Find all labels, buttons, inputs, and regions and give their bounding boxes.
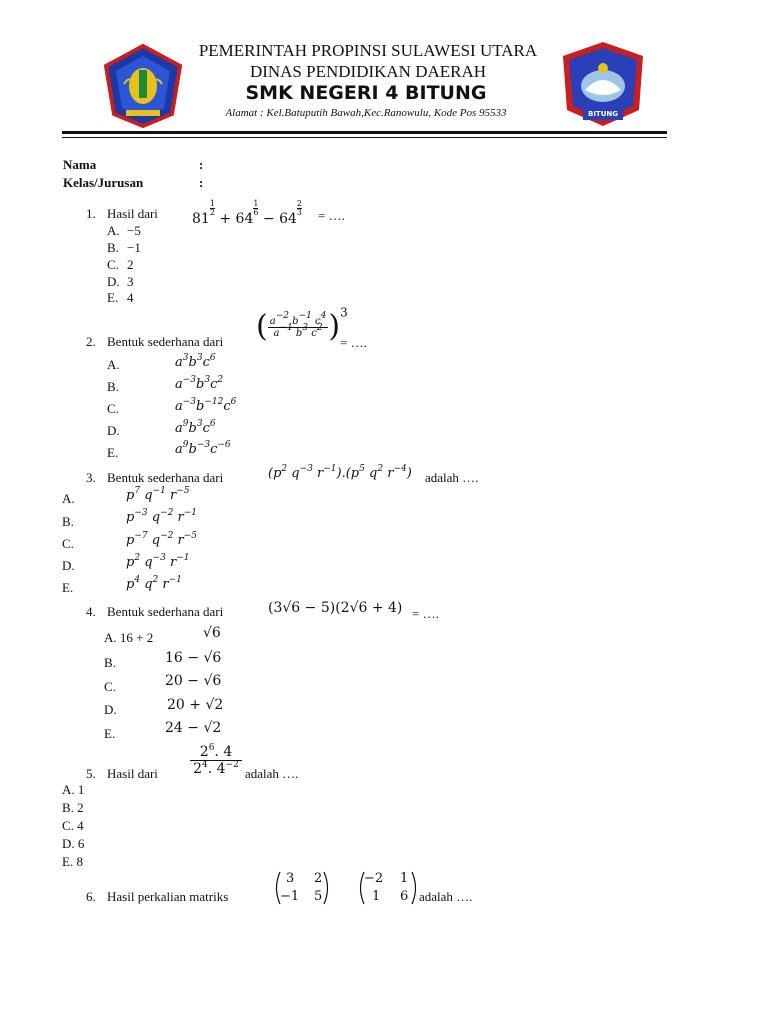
q4-option-b-label: B.: [104, 655, 116, 670]
q2-option-c-expr: $a^{-3}b^{-12}c^6$: [175, 397, 237, 414]
q4-option-e-label: E.: [104, 726, 116, 741]
q6-m2-c: 1: [372, 889, 381, 904]
q2-option-a-expr: $a^3b^3c^6$: [175, 353, 216, 370]
q1-option-e-label: E.: [107, 290, 119, 305]
school-name: SMK NEGERI 4 BITUNG: [245, 82, 487, 104]
q2-option-e-expr: $a^9b^{-3}c^{-6}$: [175, 440, 231, 457]
q3-expression: ($p^2$ $q^{-3}$ $r^{-1}).(p^5$ $q^2$ $r^{-4}$): [268, 464, 412, 481]
q3-option-b-label: B.: [62, 514, 74, 529]
q2-number: 2.: [86, 334, 96, 349]
q3-option-a-label: A.: [62, 491, 75, 506]
school-address: Alamat : Kel.Batuputih Bawah,Kec.Ranowulu, Kode Pos 95533: [225, 107, 507, 119]
q2-option-d-label: D.: [107, 423, 120, 438]
q4-text: Bentuk sederhana dari: [107, 604, 224, 619]
kelas-label: Kelas/Jurusan: [63, 175, 144, 190]
q3-number: 3.: [86, 470, 96, 485]
q4-option-c-label: C.: [104, 679, 116, 694]
q6-m2-b: 1: [400, 871, 409, 886]
q1-option-b-value: −1: [127, 240, 141, 255]
q1-option-a-label: A.: [107, 223, 120, 238]
q6-text: Hasil perkalian matriks: [107, 889, 229, 904]
q1-option-c-value: 2: [127, 257, 134, 272]
q1-option-c-label: C.: [107, 257, 119, 272]
q6-m1-a: 3: [286, 871, 295, 886]
header-line-1: PEMERINTAH PROPINSI SULAWESI UTARA: [198, 41, 538, 60]
q5-option-a: A. 1: [62, 782, 85, 797]
q3-option-b-expr: $p^{-3}$ $q^{-2}$ $r^{-1}$: [126, 508, 197, 525]
right-logo-label: BITUNG: [587, 110, 618, 118]
q3-option-c-label: C.: [62, 536, 74, 551]
q4-option-b-expr: 16 − √6: [165, 650, 222, 666]
q6-matrix-2: [356, 870, 416, 906]
header-divider-thin: [62, 137, 667, 138]
q2-expression: ( $\frac{a^{-2} b^{-1} c^4}{a^{-1} b^3 c^2}$ )$^3$: [256, 305, 348, 344]
q4-option-c-expr: 20 − √6: [165, 673, 222, 689]
q5-text: Hasil dari: [107, 766, 158, 781]
q2-option-b-expr: $a^{-3}b^3c^2$: [175, 375, 224, 392]
nama-colon: :: [199, 157, 204, 172]
q3-option-d-label: D.: [62, 558, 75, 573]
q4-tail: = ….: [412, 606, 439, 621]
q5-option-e: E. 8: [62, 854, 83, 869]
q4-expression: (3√6 − 5)(2√6 + 4): [268, 600, 403, 616]
q1-text: Hasil dari: [107, 206, 158, 221]
q4-option-d-label: D.: [104, 702, 117, 717]
q4-option-a-label: A. 16 + 2: [104, 630, 154, 645]
q2-tail: = ….: [340, 335, 367, 350]
q1-option-d-value: 3: [127, 274, 134, 289]
q3-option-a-expr: $p^7$ $q^{-1}$ $r^{-5}$: [126, 486, 190, 503]
q3-option-e-expr: $p^4$ $q^2$ $r^{-1}$: [126, 575, 182, 592]
q1-expression: 81 $\frac{1}{2} + 64$ $\frac{1}{6} - 64$ $\frac{2}{3}$: [192, 199, 303, 227]
q5-option-d: D. 6: [62, 836, 85, 851]
q5-option-b: B. 2: [62, 800, 84, 815]
kelas-colon: :: [199, 175, 204, 190]
q3-tail: adalah ….: [425, 470, 479, 485]
q6-m2-d: 6: [400, 889, 409, 904]
q5-tail: adalah ….: [245, 766, 299, 781]
q1-number: 1.: [86, 206, 96, 221]
q2-option-b-label: B.: [107, 379, 119, 394]
q1-option-b-label: B.: [107, 240, 119, 255]
q3-option-c-expr: $p^{-7}$ $q^{-2}$ $r^{-5}$: [126, 531, 197, 548]
q2-option-e-label: E.: [107, 445, 119, 460]
q2-option-a-label: A.: [107, 357, 120, 372]
q1-option-e-value: 4: [127, 290, 134, 305]
q4-number: 4.: [86, 604, 96, 619]
q3-text: Bentuk sederhana dari: [107, 470, 224, 485]
q2-option-c-label: C.: [107, 401, 119, 416]
q3-option-e-label: E.: [62, 580, 74, 595]
q4-option-e-expr: 24 − √2: [165, 720, 222, 736]
header-divider-thick: [62, 131, 667, 134]
q6-tail: adalah ….: [419, 889, 473, 904]
q1-option-a-value: −5: [127, 223, 141, 238]
q3-option-d-expr: $p^2$ $q^{-3}$ $r^{-1}$: [126, 553, 190, 570]
q5-option-c: C. 4: [62, 818, 84, 833]
q6-m1-b: 2: [314, 871, 323, 886]
q6-matrix-1: [272, 870, 332, 906]
q5-expression: $2^6$. 4 $2^4$. $4^{-2}$: [190, 744, 242, 777]
q4-option-a-expr: √6: [203, 625, 221, 641]
q4-option-d-expr: 20 + √2: [167, 697, 224, 713]
q6-m1-c: −1: [280, 889, 300, 904]
right-logo: [561, 40, 645, 128]
q6-number: 6.: [86, 889, 96, 904]
q2-text: Bentuk sederhana dari: [107, 334, 224, 349]
q1-tail: = ….: [318, 208, 345, 223]
nama-label: Nama: [63, 157, 97, 172]
q6-m1-d: 5: [314, 889, 323, 904]
q5-number: 5.: [86, 766, 96, 781]
q1-option-d-label: D.: [107, 274, 120, 289]
q2-option-d-expr: $a^9b^3c^6$: [175, 419, 216, 436]
header-line-2: DINAS PENDIDIKAN DAERAH: [249, 62, 487, 81]
q6-m2-a: −2: [364, 871, 384, 886]
